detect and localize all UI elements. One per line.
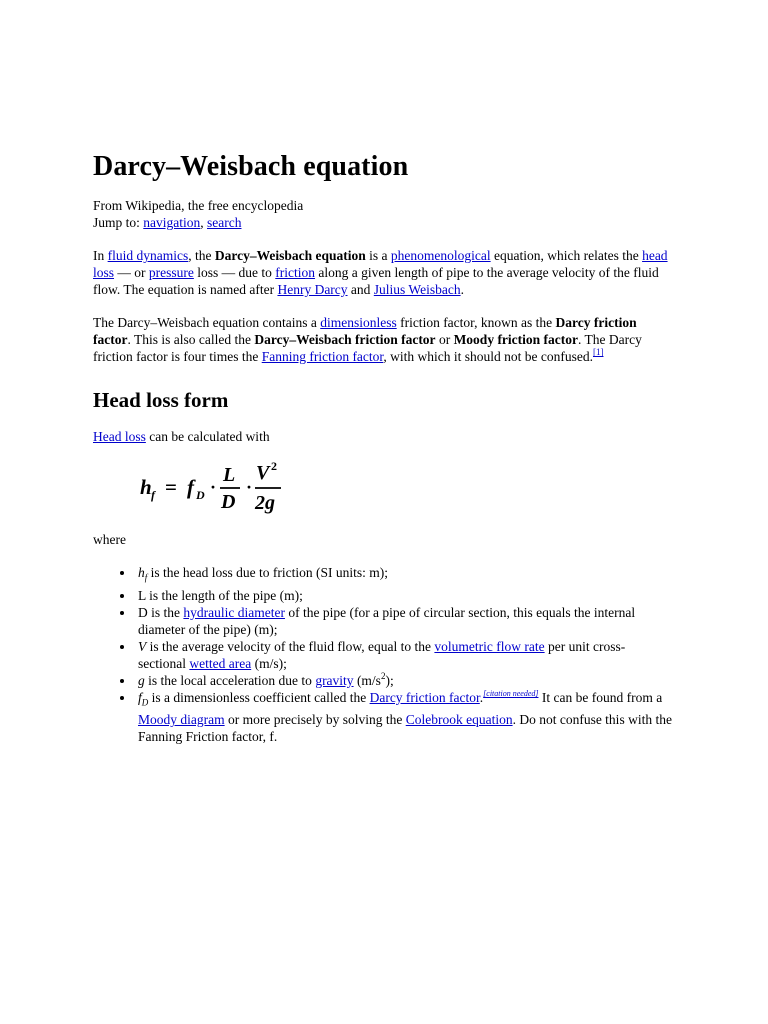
formula-equals: = xyxy=(165,475,177,499)
friction-link[interactable]: friction xyxy=(275,265,316,280)
formula-f-sub: D xyxy=(196,488,205,502)
friction-factor-paragraph xyxy=(93,314,673,365)
head-loss-link[interactable]: head loss xyxy=(93,248,668,280)
navigation-link[interactable]: navigation xyxy=(143,215,201,230)
intro-text: equation, which relates the xyxy=(490,248,643,263)
list-item-gravity xyxy=(138,672,673,689)
list-item-diameter xyxy=(138,604,673,638)
wetted-area-link[interactable]: wetted area xyxy=(189,655,252,671)
item-text: of the pipe (for a pipe of circular section, this equals the internal diameter of the pipe) (m); xyxy=(138,604,636,637)
list-item-length xyxy=(138,587,673,604)
darcy-friction-factor-term: Darcy friction factor xyxy=(93,315,637,347)
item-text: is the head loss due to friction (SI units: m); xyxy=(147,565,388,580)
item-text: . Do not confuse this with the Fanning Friction factor, f. xyxy=(138,712,672,745)
symbol-h-sub: f xyxy=(144,572,148,583)
symbol-f: f xyxy=(138,689,142,705)
section-heading-head-loss-form: Head loss form xyxy=(93,388,229,412)
variable-list xyxy=(93,564,673,745)
symbol-g: g xyxy=(138,672,145,688)
colebrook-equation-link[interactable]: Colebrook equation xyxy=(405,712,513,728)
hydraulic-diameter-link[interactable]: hydraulic diameter xyxy=(183,604,285,620)
para-text: or xyxy=(435,332,454,347)
intro-text: . xyxy=(460,282,464,297)
head-loss-section-link[interactable]: Head loss xyxy=(93,429,146,444)
moody-diagram-link[interactable]: Moody diagram xyxy=(138,712,225,728)
fluid-dynamics-link[interactable]: fluid dynamics xyxy=(107,248,189,263)
pressure-link[interactable]: pressure xyxy=(148,265,194,280)
jump-prefix: Jump to: xyxy=(93,215,144,230)
equation-name: Darcy–Weisbach equation xyxy=(214,248,366,263)
symbol-f-sub: D xyxy=(141,697,149,708)
intro-paragraph xyxy=(93,247,673,298)
formula-dot-1: · xyxy=(210,477,217,497)
intro-text: is a xyxy=(365,248,391,263)
item-text: It can be found from a xyxy=(538,689,663,705)
formula-num-L: L xyxy=(223,464,236,486)
search-link[interactable]: search xyxy=(207,215,242,230)
page-title: Darcy–Weisbach equation xyxy=(93,151,409,182)
list-item-friction-factor xyxy=(138,689,673,746)
item-text: (m/s xyxy=(353,672,381,688)
item-text: is the local acceleration due to xyxy=(144,672,316,688)
units-sup: 2 xyxy=(380,670,386,681)
formula-lhs: h xyxy=(140,475,152,499)
symbol-h: h xyxy=(138,565,145,580)
henry-darcy-link[interactable]: Henry Darcy xyxy=(277,282,348,297)
item-text: (m/s); xyxy=(251,655,287,671)
head-loss-intro xyxy=(93,428,673,445)
jump-separator: , xyxy=(200,215,208,230)
julius-weisbach-link[interactable]: Julius Weisbach xyxy=(373,282,461,297)
moody-friction-factor-term: Moody friction factor xyxy=(453,332,579,347)
formula-f: f xyxy=(187,475,194,499)
section-text: can be calculated with xyxy=(145,429,270,444)
formula-image xyxy=(138,457,308,517)
intro-text: , the xyxy=(188,248,215,263)
formula-num-V-sup: 2 xyxy=(271,459,277,473)
intro-text: In xyxy=(93,248,108,263)
item-text: per unit cross-sectional xyxy=(138,638,626,671)
formula-den-D: D xyxy=(221,491,236,513)
formula-num-V: V xyxy=(256,462,270,484)
item-text: . xyxy=(479,689,484,705)
formula-den-2g: 2g xyxy=(255,492,275,514)
site-subtitle: From Wikipedia, the free encyclopedia xyxy=(93,198,304,213)
gravity-link[interactable]: gravity xyxy=(315,672,354,688)
volumetric-flow-rate-link[interactable]: volumetric flow rate xyxy=(434,638,545,654)
where-label: where xyxy=(93,532,126,547)
item-text: is the average velocity of the fluid flow, equal to the xyxy=(146,638,435,654)
fanning-friction-factor-link[interactable]: Fanning friction factor xyxy=(261,349,384,364)
citation-needed-link[interactable]: [citation needed] xyxy=(483,688,539,698)
phenomenological-link[interactable]: phenomenological xyxy=(390,248,491,263)
intro-text: loss — due to xyxy=(193,265,276,280)
list-item-velocity xyxy=(138,638,673,672)
formula-lhs-sub: f xyxy=(151,488,155,502)
item-text: or more precisely by solving the xyxy=(224,712,406,728)
intro-text: along a given length of pipe to the average velocity of the fluid flow. The equation is named after xyxy=(93,265,659,297)
item-text: D is the xyxy=(138,604,184,620)
para-text: friction factor, known as the xyxy=(396,315,556,330)
darcy-weisbach-formula xyxy=(138,457,673,517)
intro-text: — or xyxy=(114,265,149,280)
intro-text: and xyxy=(347,282,374,297)
dimensionless-link[interactable]: dimensionless xyxy=(320,315,397,330)
para-text: The Darcy–Weisbach equation contains a xyxy=(93,315,321,330)
item-text: ); xyxy=(385,672,394,688)
citation-1-link[interactable]: [1] xyxy=(592,347,604,357)
article xyxy=(93,150,673,745)
item-text: is a dimensionless coefficient called the xyxy=(148,689,370,705)
darcy-weisbach-friction-factor-term: Darcy–Weisbach friction factor xyxy=(254,332,436,347)
para-text: . The Darcy friction factor is four times the xyxy=(93,332,642,364)
darcy-friction-factor-link[interactable]: Darcy friction factor xyxy=(369,689,480,705)
para-text: . This is also called the xyxy=(127,332,255,347)
jump-to-bar xyxy=(93,214,673,231)
formula-dot-2: · xyxy=(246,477,253,497)
para-text: , with which it should not be confused. xyxy=(383,349,593,364)
symbol-V: V xyxy=(138,638,147,654)
item-text: L is the length of the pipe (m); xyxy=(138,587,303,603)
list-item-head-loss xyxy=(138,564,673,587)
